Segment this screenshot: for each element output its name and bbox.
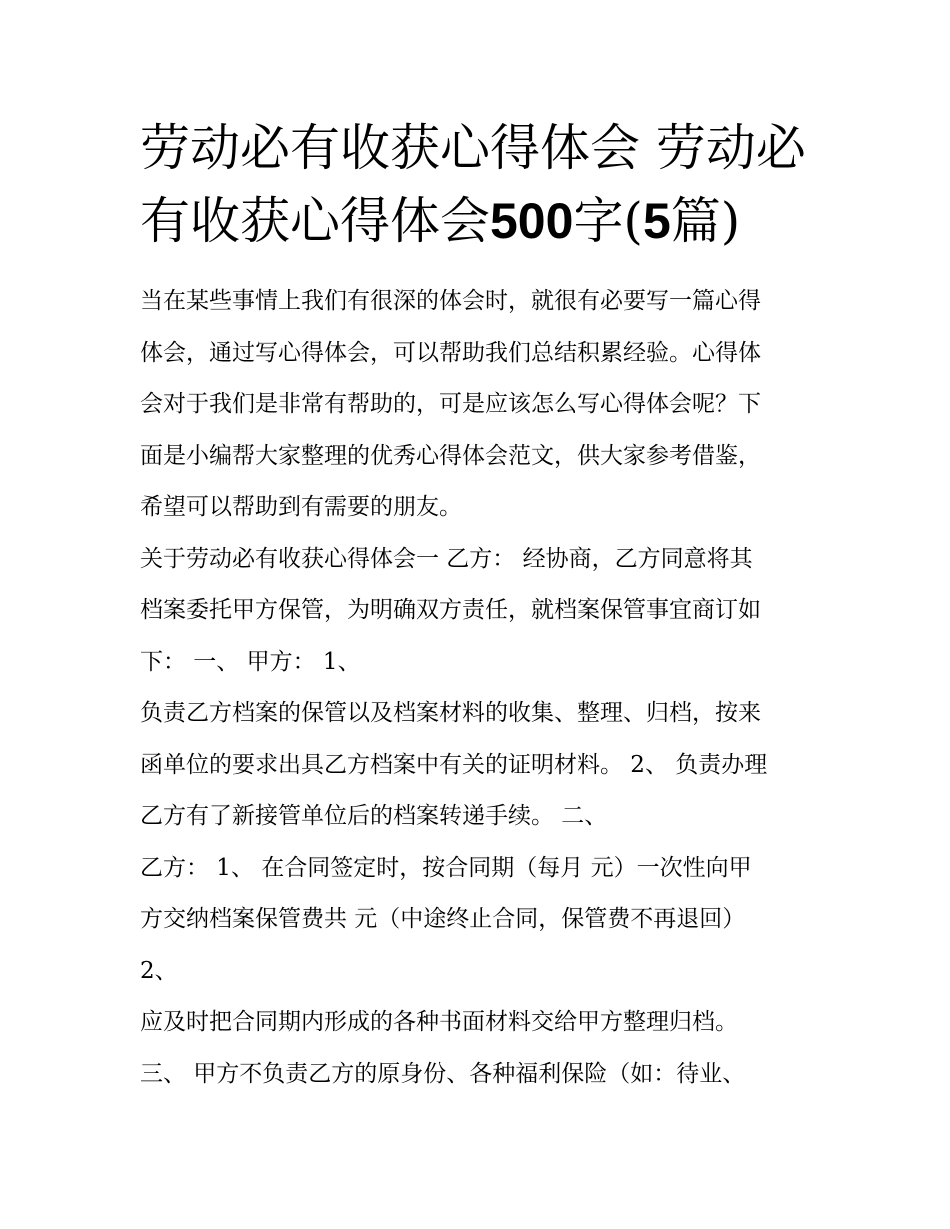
body-line: 负责乙方档案的保管以及档案材料的收集、整理、归档，按来: [140, 700, 761, 726]
title-char-zi: 字(: [573, 192, 643, 250]
title-text: 劳动必有收获心得体会 劳动必有收获心得体会: [140, 119, 806, 250]
title-char-pian: 篇): [670, 192, 741, 250]
body-line: 方交纳档案保管费共 元（中途终止合同，保管费不再退回）: [140, 906, 746, 932]
body-line: 面是小编帮大家整理的优秀心得体会范文，供大家参考借鉴，: [140, 442, 761, 469]
body-line: 关于劳动必有收获心得体会一 乙方： 经协商，乙方同意将其: [140, 545, 753, 572]
body-line: 当在某些事情上我们有很深的体会时，就很有必要写一篇心得: [140, 288, 761, 314]
body-line: 体会，通过写心得体会，可以帮助我们总结积累经验。心得体: [140, 339, 761, 366]
body-line: 2、: [140, 957, 178, 984]
document-title: [140, 112, 820, 258]
body-line: 档案委托甲方保管，为明确双方责任，就档案保管事宜商订如: [140, 597, 761, 623]
title-number-500: 500: [490, 193, 574, 249]
body-line: 下： 一、 甲方： 1、: [140, 648, 361, 675]
body-line: 希望可以帮助到有需要的朋友。: [140, 494, 462, 520]
body-line: 乙方： 1、 在合同签定时，按合同期（每月 元）一次性向甲: [140, 854, 752, 881]
document-body: [140, 276, 820, 1100]
title-number-5: 5: [642, 193, 671, 249]
body-line: 函单位的要求出具乙方档案中有关的证明材料。 2、 负责办理: [140, 751, 768, 778]
body-line: 会对于我们是非常有帮助的，可是应该怎么写心得体会呢？下: [140, 391, 761, 417]
body-line: 乙方有了新接管单位后的档案转递手续。 二、: [140, 803, 608, 829]
body-line: 三、 甲方不负责乙方的原身份、各种福利保险（如：待业、: [140, 1060, 746, 1087]
body-line: 应及时把合同期内形成的各种书面材料交给甲方整理归档。: [140, 1009, 738, 1035]
